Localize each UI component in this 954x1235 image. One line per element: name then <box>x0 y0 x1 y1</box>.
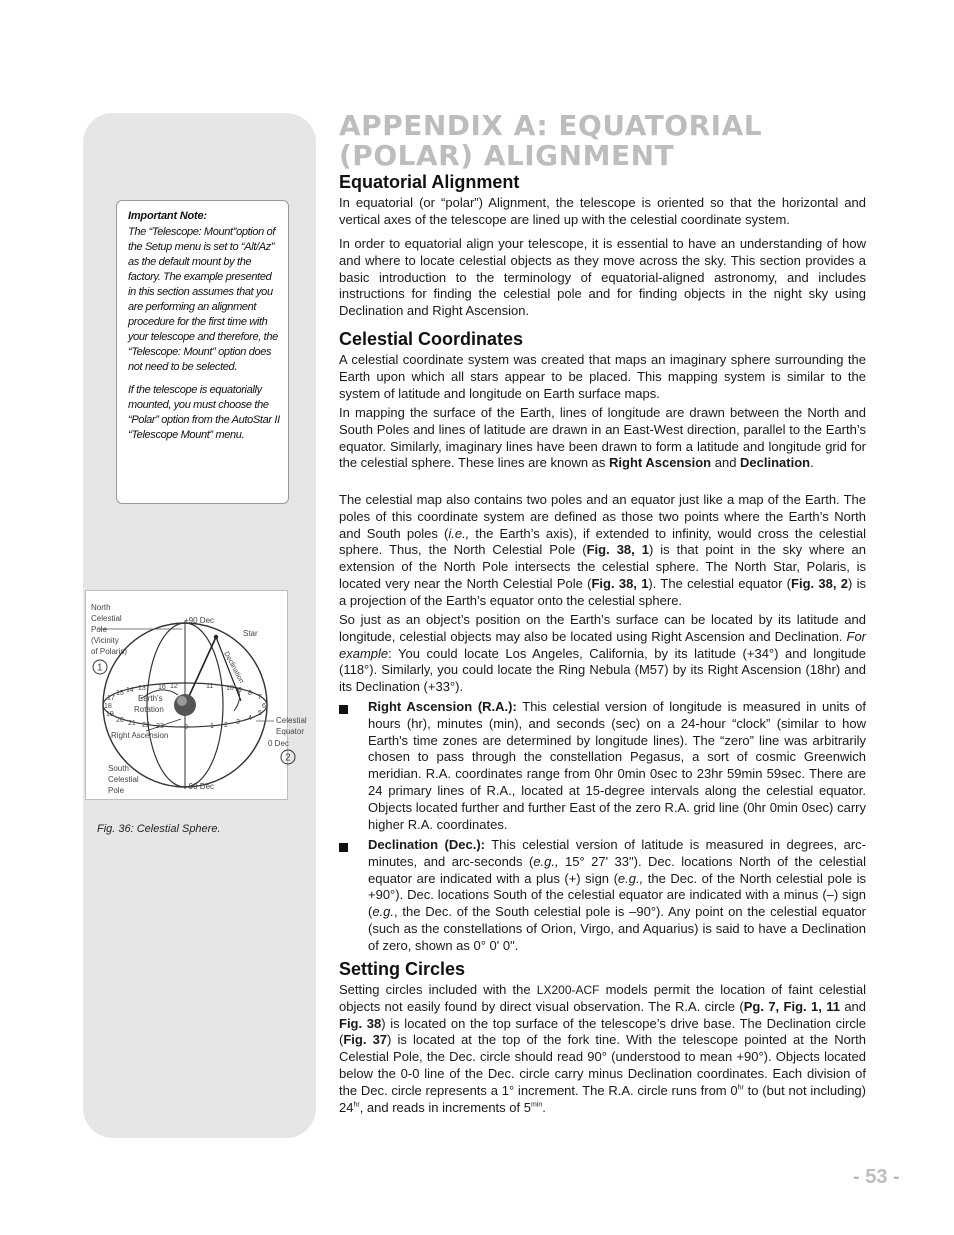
hour-7: 7 <box>258 694 262 701</box>
hour-19: 19 <box>106 711 114 718</box>
label-north-pole-2: Celestial <box>91 614 122 623</box>
label-celestial-equator-2: Equator <box>276 727 305 736</box>
bullet-square-icon <box>339 843 348 852</box>
hour-16: 16 <box>158 684 166 691</box>
coordinates-paragraph-2: In mapping the surface of the Earth, lines of longitude are drawn between the North and South Poles and lines of latitude are drawn in an East-West direction, parallel to the Earth’s equator. Similarly, imaginary lines have been drawn to form a latitude and longitude grid for the celestial sphere. These lines are known as Right Ascension and Declination. <box>339 405 866 471</box>
label-south-pole-1: South <box>108 764 129 773</box>
label-north-pole-3: Pole <box>91 625 108 634</box>
label-south-pole-2: Celestial <box>108 775 139 784</box>
label-plus-90-dec: +90 Dec <box>184 616 215 625</box>
note-title: Important Note: <box>128 210 207 222</box>
page-title-line-1: APPENDIX A: EQUATORIAL <box>339 109 763 142</box>
hour-9: 9 <box>238 687 242 694</box>
label-zero-dec: 0 Dec <box>268 739 289 748</box>
hour-20: 20 <box>116 717 124 724</box>
hour-2: 2 <box>224 722 228 729</box>
bullet-declination: Declination (Dec.): This celestial version of latitude is measured in degrees, arc-minutes, and arc-seconds (e.g., 15° 27' 33"). Dec. locations North of the celestial equator are indicated with a plus (+) sign (e.g., the Dec. of the North celestial pole is +90°). Dec. locations South of the celestial equator are indicated with a minus (–) sign (e.g., the Dec. of the South celestial pole is –90°). Any point on the celestial equator (such as the constellations of Orion, Virgo, and Aquarius) is said to have a Declination of zero, shown as 0° 0' 0". <box>368 837 867 953</box>
label-south-pole-3: Pole <box>108 786 125 795</box>
coordinates-paragraph-3: The celestial map also contains two poles and an equator just like a map of the Earth. The poles of this coordinate system are defined as those two points where the Earth’s North and South poles (i.e., the Earth’s axis), if extended to infinity, would cross the celestial sphere. Thus, the North Celestial Pole (Fig. 38, 1) is that point in the sky where an extension of the North Pole intersects the celestial sphere. The North Star, Polaris, is located very near the North Celestial Pole (Fig. 38, 1). The celestial equator (Fig. 38, 2) is a projection of the Earth’s equator onto the celestial sphere. <box>339 492 867 608</box>
hour-0: 0 <box>184 724 188 731</box>
note-paragraph-2: If the telescope is equatorially mounted, you must choose the “Polar” option from the AutoStar II “Telescope Mount” menu. <box>128 384 280 441</box>
label-earth-rotation-2: Rotation <box>134 705 164 714</box>
hour-4: 4 <box>248 715 252 722</box>
coordinates-paragraph-1: A celestial coordinate system was created that maps an imaginary sphere surrounding the Earth upon which all stars appear to be placed. This mapping system is similar to the system of latitude and longitude on Earth surface maps. <box>339 352 866 401</box>
label-north-pole-1: North <box>91 603 111 612</box>
hour-10: 10 <box>226 685 234 692</box>
equatorial-paragraph-2: In order to equatorial align your telescope, it is essential to have an understanding of how and where to locate celestial objects as they move across the sky. This section provides a basic introduction to the terminology of equatorial-aligned astronomy, and includes instructions for finding the celestial pole and for finding objects in the night sky using Declination and Right Ascension. <box>339 236 866 319</box>
heading-equatorial-alignment: Equatorial Alignment <box>339 172 520 192</box>
hour-18: 18 <box>104 703 112 710</box>
heading-setting-circles: Setting Circles <box>339 959 466 979</box>
hour-22: 22 <box>142 722 150 729</box>
label-num-2: 2 <box>285 752 291 764</box>
label-right-ascension: Right Ascension <box>111 731 169 740</box>
equatorial-paragraph-1: In equatorial (or “polar”) Alignment, the telescope is oriented so that the horizontal and vertical axes of the telescope are lined up with the celestial coordinate system. <box>339 195 866 227</box>
hour-15: 15 <box>116 690 124 697</box>
star-line <box>185 637 216 705</box>
hour-14: 14 <box>126 687 134 694</box>
label-earth-rotation-1: Earth's <box>138 694 163 703</box>
label-declination: Declination <box>222 650 245 685</box>
page-number: - 53 - <box>853 1166 900 1188</box>
hour-6: 6 <box>262 703 266 710</box>
note-paragraph-1: The “Telescope: Mount”option of the Setup menu is set to “Alt/Az” as the default mount by the factory. The example presented in this section assumes that you are performing an alignment procedure for the first time with your telescope and therefore, the “Telescope: Mount” option does not need to be selected. <box>128 226 278 373</box>
celestial-sphere-figure <box>85 590 307 800</box>
important-note-box <box>116 200 289 504</box>
figure-caption: Fig. 36: Celestial Sphere. <box>97 823 221 835</box>
page-title-line-2: (POLAR) ALIGNMENT <box>339 139 675 172</box>
hour-12: 12 <box>170 683 178 690</box>
label-star: Star <box>243 629 258 638</box>
hour-23: 23 <box>156 723 164 730</box>
hour-3: 3 <box>236 719 240 726</box>
label-north-pole-4: (Vicinity <box>91 636 119 645</box>
hour-21: 21 <box>128 720 136 727</box>
label-north-pole-5: of Polaris) <box>91 647 128 656</box>
bullet-square-icon <box>339 705 348 714</box>
setting-circles-paragraph: Setting circles included with the LX200-ACF models permit the location of faint celestial objects not easily found by direct visual observation. The R.A. circle (Pg. 7, Fig. 1, 11 and Fig. 38) is located on the top surface of the telescope’s drive base. The Declination circle (Fig. 37) is located at the top of the fork tine. With the telescope pointed at the North Celestial Pole, the Dec. circle should read 90° (understood to mean +90°). Objects located below the 0-0 line of the Dec. circle carry minus Declination coordinates. Each division of the Dec. circle represents a 1° increment. The R.A. circle runs from $0^{hr}$ to (but not including) $24^{hr}$, and reads in increments of $5^{min}$. <box>339 982 867 1115</box>
hour-5: 5 <box>258 710 262 717</box>
star-dot <box>214 635 218 639</box>
hour-8: 8 <box>248 690 252 697</box>
page-title <box>339 111 899 171</box>
hour-13: 13 <box>138 685 146 692</box>
hour-11: 11 <box>206 683 214 690</box>
label-celestial-equator-1: Celestial <box>276 716 307 725</box>
hour-17: 17 <box>107 695 115 702</box>
label-minus-90-dec: -90 Dec <box>186 782 215 791</box>
bullet-right-ascension: Right Ascension (R.A.): This celestial version of longitude is measured in units of hours (hr), minutes (min), and seconds (sec) on a 24-hour “clock” (similar to how Earth's time zones are determined by longitude lines). The “zero” line was arbitrarily chosen to pass through the constellation Pegasus, a sort of cosmic Greenwich meridian. R.A. coordinates range from 0hr 0min 0sec to 23hr 59min 59sec. There are 24 primary lines of R.A., located at 15-degree intervals along the celestial equator. Objects located further and further East of the zero R.A. grid line (0hr 0min 0sec) carry higher R.A. coordinates. <box>368 699 866 832</box>
hour-1: 1 <box>210 723 214 730</box>
coordinates-paragraph-4: So just as an object’s position on the Earth’s surface can be located by its latitude and longitude, celestial objects may also be located using Right Ascension and Declination. For example: You could locate Los Angeles, California, by its latitude (+34°) and longitude (118°). Similarly, you could locate the Ring Nebula (M57) by its Right Ascension (18hr) and its Declination (+33°). <box>339 612 866 695</box>
label-num-1: 1 <box>97 662 103 674</box>
heading-celestial-coordinates: Celestial Coordinates <box>339 329 524 349</box>
